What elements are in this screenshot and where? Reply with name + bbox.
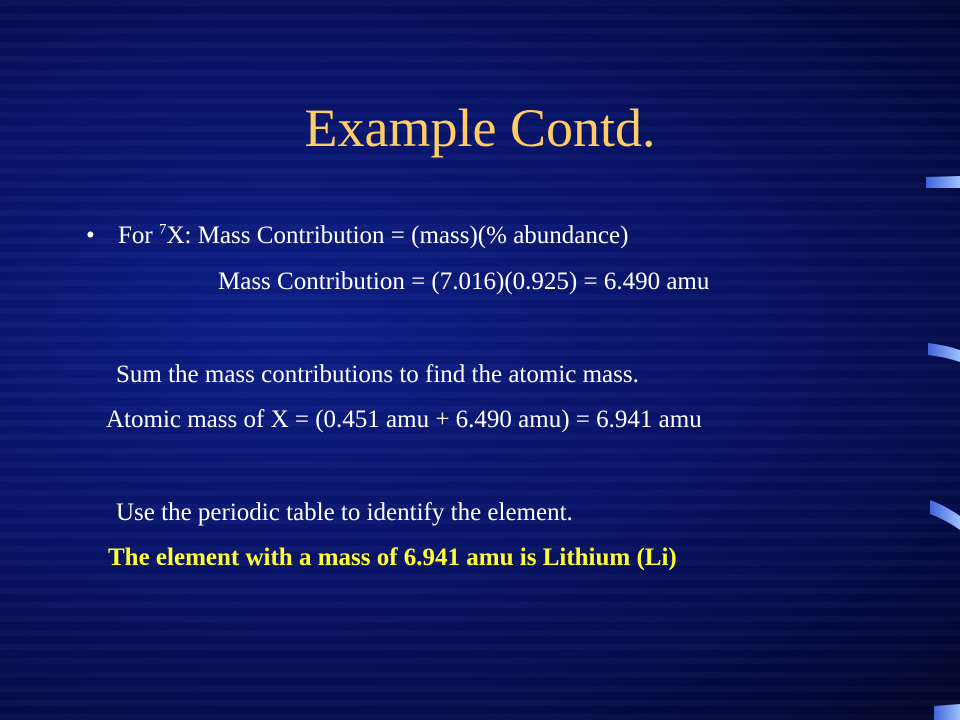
atomic-mass-line: Atomic mass of X = (0.451 amu + 6.490 amu) = 6.941 amu	[106, 406, 702, 433]
bullet-prefix: For	[118, 222, 159, 249]
bullet-dot-icon: •	[86, 222, 95, 249]
conclusion-line: The element with a mass of 6.941 amu is Lithium (Li)	[108, 544, 677, 571]
periodic-table-instruction: Use the periodic table to identify the element.	[116, 499, 573, 526]
accent-mark-3	[930, 500, 960, 530]
mass-contribution-calc: Mass Contribution = (7.016)(0.925) = 6.490 amu	[218, 268, 710, 295]
bullet-text: X: Mass Contribution = (mass)(% abundance)	[166, 222, 629, 249]
accent-mark-2	[928, 343, 960, 362]
accent-mark-1	[926, 176, 960, 188]
bullet-line	[118, 221, 628, 251]
accent-mark-4	[934, 704, 960, 720]
slide-title: Example Contd.	[304, 98, 656, 158]
isotope-superscript: 7	[158, 221, 167, 238]
sum-instruction: Sum the mass contributions to find the atomic mass.	[116, 361, 639, 388]
